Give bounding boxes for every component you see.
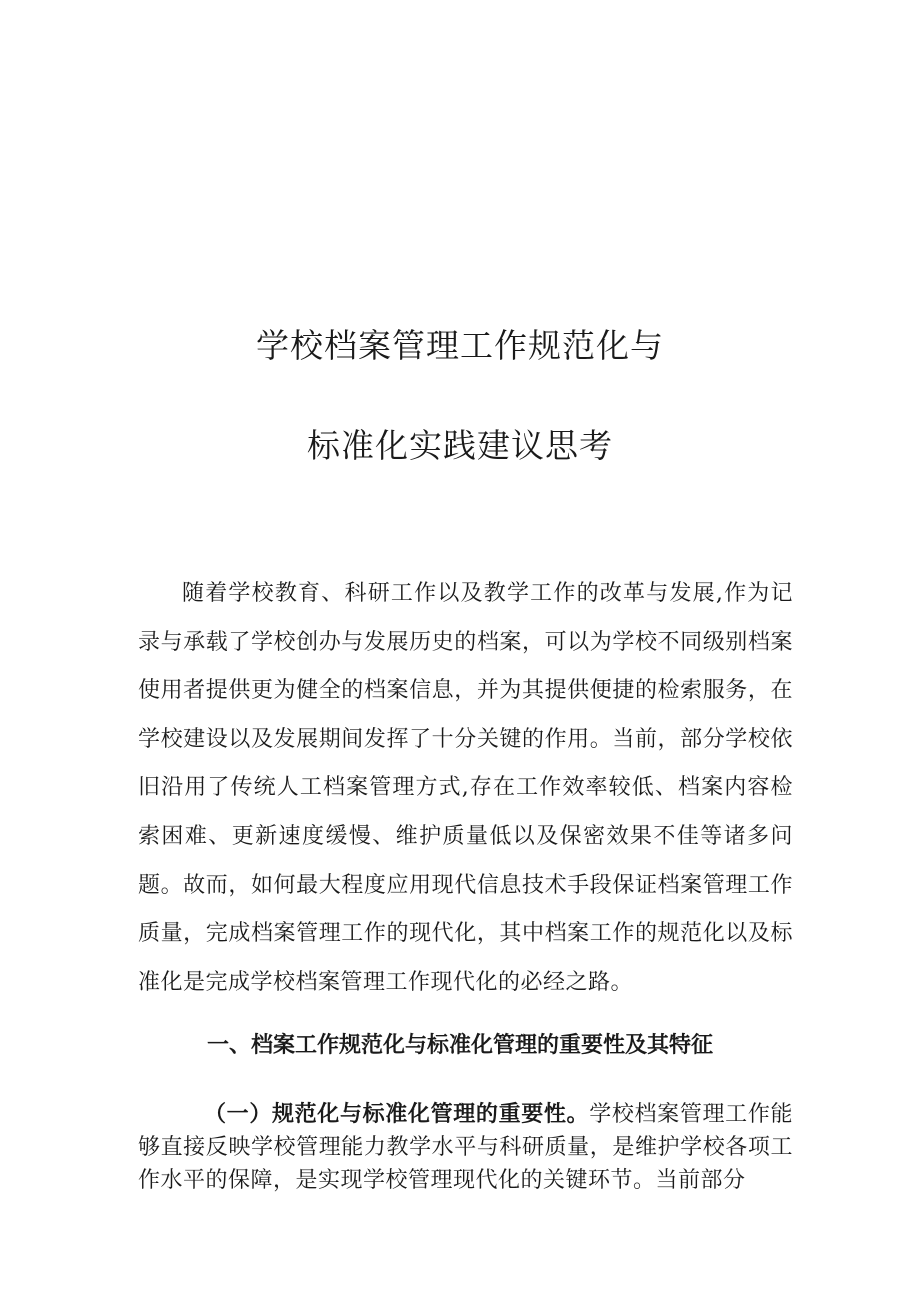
section-heading: 一、档案工作规范化与标准化管理的重要性及其特征 <box>206 1032 713 1058</box>
intro-paragraph: 随着学校教育、科研工作以及教学工作的改革与发展,作为记录与承载了学校创办与发展历史的档案，可以为学校不同级别档案使用者提供更为健全的档案信息，并为其提供便捷的检索服务，在学校建设以及发展期间发挥了十分关键的作用。当前，部分学校依旧沿用了传统人工档案管理方式,存在工作效率较低、档案内容检索困难、更新速度缓慢、维护质量低以及保密效果不佳等诸多问题。故而，如何最大程度应用现代信息技术手段保证档案管理工作质量，完成档案管理工作的现代化，其中档案工作的规范化以及标准化是完成学校档案管理工作现代化的必经之路。 <box>138 581 793 995</box>
document-title-line-2: 标准化实践建议思考 <box>307 426 613 465</box>
document-title-line-1: 学校档案管理工作规范化与 <box>256 326 664 365</box>
subsection-text: 学校档案管理工作能够直接反映学校管理能力教学水平与科研质量，是维护学校各项工作水平的保障，是实现学校管理现代化的关键环节。当前部分 <box>138 1102 793 1193</box>
subsection-heading: （一）规范化与标准化管理的重要性。 <box>204 1101 590 1127</box>
subsection-paragraph <box>138 1098 793 1197</box>
